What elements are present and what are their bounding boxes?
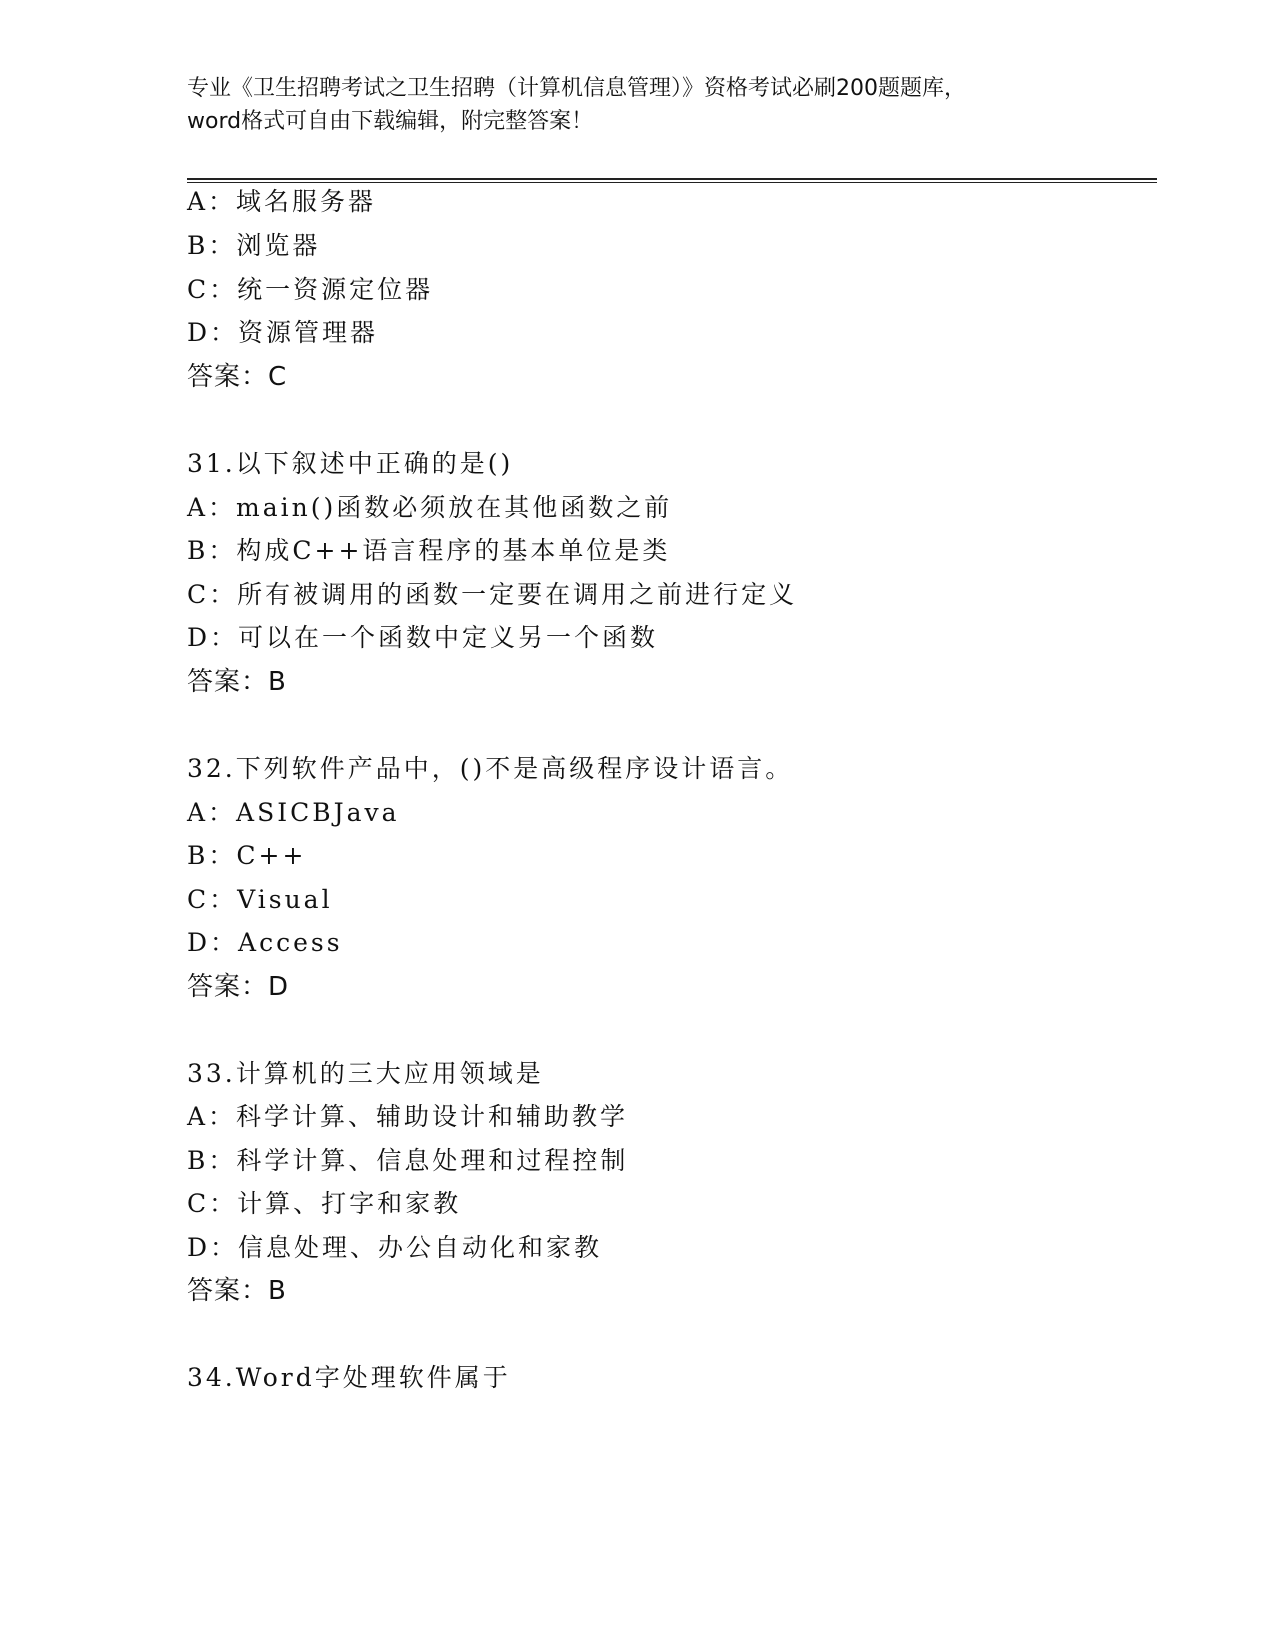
document-header [187,72,1087,138]
q32-option-a: A：ASICBJava [187,798,400,827]
header-title-line-1: 专业《卫生招聘考试之卫生招聘（计算机信息管理）》资格考试必刷200题题库， [187,76,966,101]
q32-option-d: D：Access [187,928,343,957]
q31-option-d: D：可以在一个函数中定义另一个函数 [187,623,659,652]
header-title-line-2: word格式可自由下载编辑，附完整答案！ [187,109,594,134]
q31-stem: 31.以下叙述中正确的是() [187,449,514,478]
q32-option-b: B：C++ [187,841,307,870]
q30-option-d: D：资源管理器 [187,318,379,347]
q32-stem: 32.下列软件产品中，()不是高级程序设计语言。 [187,754,794,783]
q31-option-b: B：构成C++语言程序的基本单位是类 [187,536,671,565]
q31-option-a: A：main()函数必须放在其他函数之前 [187,493,673,522]
document-page [187,0,1157,1650]
q33-answer: 答案：B [187,1276,287,1306]
q33-option-c: C：计算、打字和家教 [187,1189,462,1218]
header-divider [187,178,1157,183]
q30-option-a: A：域名服务器 [187,187,377,216]
q32-answer: 答案：D [187,972,290,1002]
q30-option-c: C：统一资源定位器 [187,275,434,304]
q33-option-a: A：科学计算、辅助设计和辅助教学 [187,1102,629,1131]
q31-option-c: C：所有被调用的函数一定要在调用之前进行定义 [187,580,798,609]
q34-stem: 34.Word字处理软件属于 [187,1363,511,1392]
q33-option-b: B：科学计算、信息处理和过程控制 [187,1146,629,1175]
q30-answer: 答案：C [187,362,288,392]
q33-option-d: D：信息处理、办公自动化和家教 [187,1233,603,1262]
q33-stem: 33.计算机的三大应用领域是 [187,1059,544,1088]
q31-answer: 答案：B [187,667,287,697]
q30-option-b: B：浏览器 [187,231,321,260]
q32-option-c: C：Visual [187,885,333,914]
